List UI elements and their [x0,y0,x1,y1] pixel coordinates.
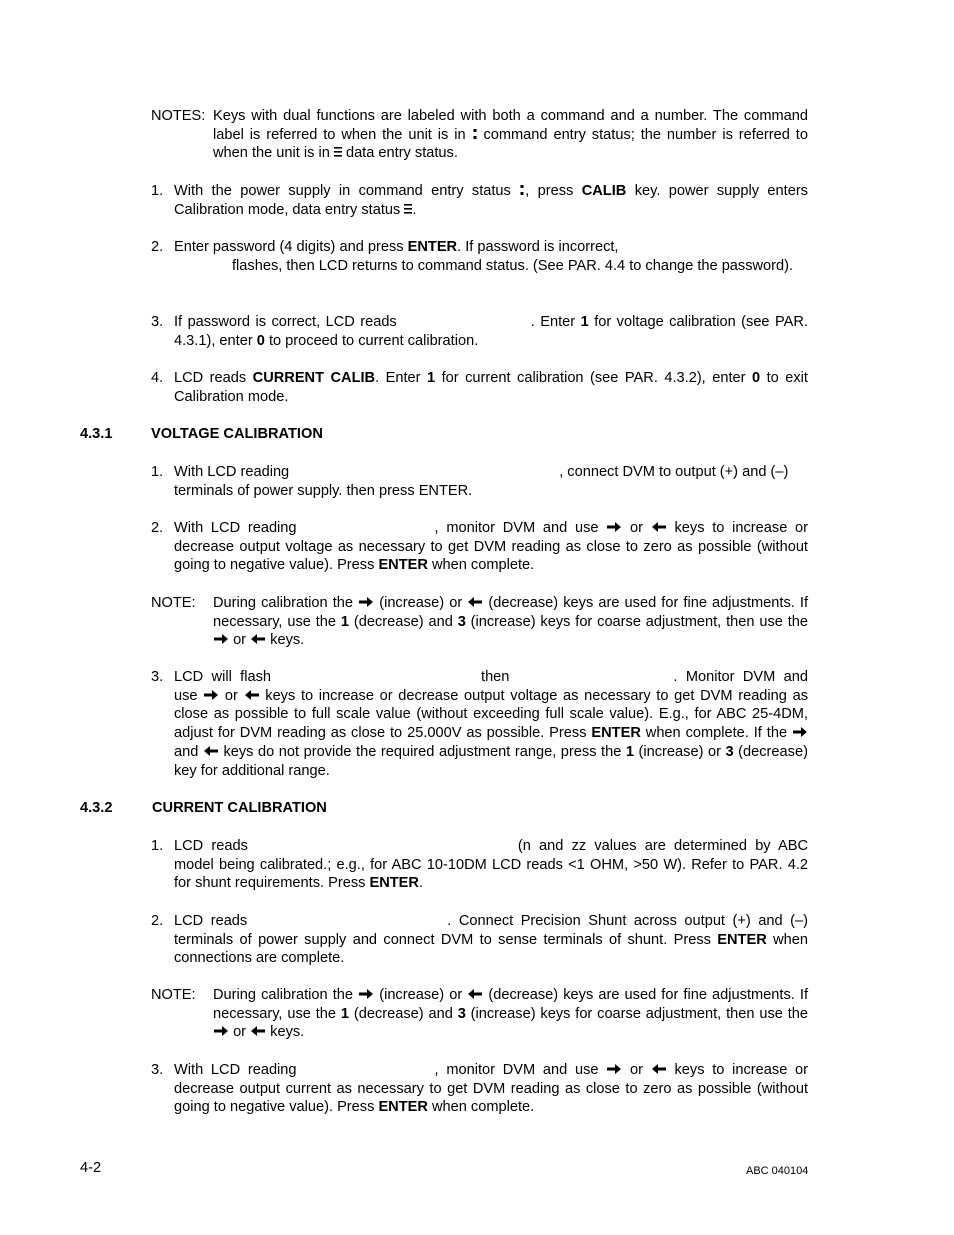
step-4-text: LCD reads CURRENT CALIB. Enter 1 for current calibration (see PAR. 4.3.2), enter 0 to exit Calibration mode. [174,370,808,405]
section-number: 4.3.1 [80,426,113,442]
right-arrow-icon [792,726,808,738]
step-number: 2. [151,239,164,255]
left-arrow-icon [250,1025,266,1037]
equals-status-icon [334,146,342,158]
left-arrow-icon [250,633,266,645]
left-arrow-icon [467,988,483,1000]
right-arrow-icon [213,1025,229,1037]
step-1-text: With the power supply in command entry status , press CALIB key. power supply enters Calibration mode, data entry status . [174,183,808,218]
left-arrow-icon [651,521,667,533]
step-number: 2. [151,520,164,536]
step-number: 1. [151,464,164,480]
step-number: 2. [151,913,164,929]
right-arrow-icon [203,689,219,701]
current-step-1-text: LCD reads (n and zz values are determined by ABC model being calibrated.; e.g., for ABC 10-10DM LCD reads <1 OHM, >50 W). Refer to PAR. 4.2 for shunt requirements. Press ENTER. [174,838,808,892]
step-3-text: If password is correct, LCD reads . Enter 1 for voltage calibration (see PAR. 4.3.1), enter 0 to proceed to current calibration. [174,314,808,349]
section-title: VOLTAGE CALIBRATION [151,426,323,442]
section-number: 4.3.2 [80,800,113,816]
right-arrow-icon [606,1063,622,1075]
step-number: 1. [151,183,164,199]
right-arrow-icon [358,988,374,1000]
right-arrow-icon [358,596,374,608]
step-2-text: Enter password (4 digits) and press ENTER. If password is incorrect, flashes, then LCD returns to command status. (See PAR. 4.4 to change the password). [174,239,794,274]
current-step-2-text: LCD reads . Connect Precision Shunt across output (+) and (–) terminals of power supply and connect DVM to sense terminals of shunt. Press ENTER when connections are complete. [174,913,808,967]
document-id: ABC 040104 [746,1165,809,1177]
left-arrow-icon [651,1063,667,1075]
note-label: NOTE: [151,987,196,1003]
step-number: 3. [151,1062,164,1078]
left-arrow-icon [244,689,260,701]
voltage-step-1-text: With LCD reading , connect DVM to output (+) and (–) terminals of power supply. then press ENTER. [174,464,789,499]
section-title: CURRENT CALIBRATION [152,800,327,816]
voltage-step-2-text: With LCD reading , monitor DVM and use or keys to increase or decrease output voltage as necessary to get DVM reading as close to zero as possible (without going to negative value). Press ENTER when complete. [174,520,809,574]
notes-label: NOTES: [151,108,206,124]
colon-status-icon [472,127,478,141]
step-number: 1. [151,838,164,854]
left-arrow-icon [203,745,219,757]
note-text: During calibration the (increase) or (decrease) keys are used for fine adjustments. If necessary, use the 1 (decrease) and 3 (increase) keys for coarse adjustment, then use the or keys. [213,987,809,1041]
right-arrow-icon [606,521,622,533]
step-number: 4. [151,370,164,386]
current-step-3-text: With LCD reading , monitor DVM and use or keys to increase or decrease output current as necessary to get DVM reading as close to zero as possible (without going to negative value). Press ENTER when complete. [174,1062,809,1116]
notes-text: Keys with dual functions are labeled with both a command and a number. The command label is referred to when the unit is in command entry status; the number is referred to when the unit is in data entry status. [213,108,808,162]
note-label: NOTE: [151,595,196,611]
page-number: 4-2 [80,1160,102,1176]
right-arrow-icon [213,633,229,645]
note-text: During calibration the (increase) or (decrease) keys are used for fine adjustments. If necessary, use the 1 (decrease) and 3 (increase) keys for coarse adjustment, then use the or keys. [213,595,809,649]
voltage-step-3-text: LCD will flash then . Monitor DVM and use or keys to increase or decrease output voltage as necessary to get DVM reading as close as possible to full scale value (without exceeding full scale value). E.g., for ABC 25-4DM, adjust for DVM reading as close to 25.000V as possible. Press ENTER when complete. If the and keys do not provide the required adjustment range, press the 1 (increase) or 3 (decrease) key for additional range. [174,669,808,779]
step-number: 3. [151,314,164,330]
left-arrow-icon [467,596,483,608]
step-number: 3. [151,669,164,685]
